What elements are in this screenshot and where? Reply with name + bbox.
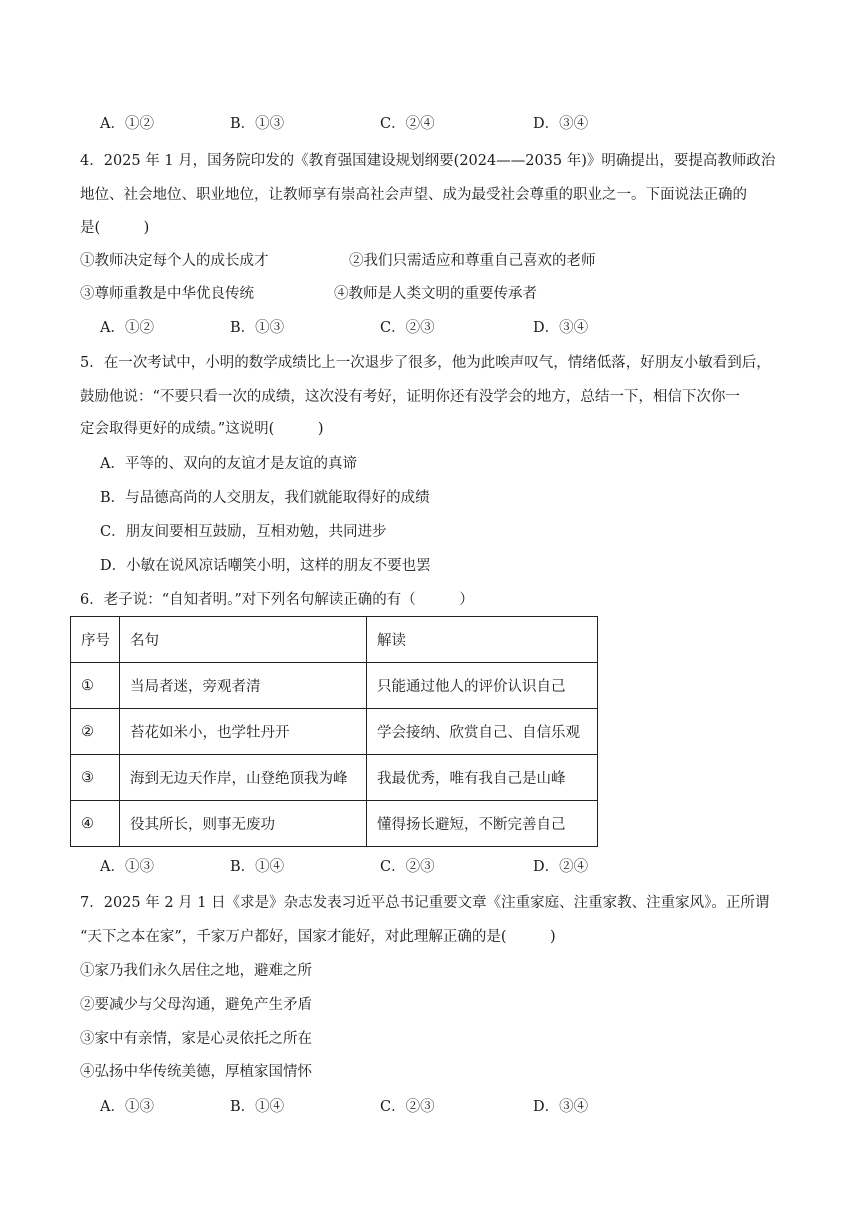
q4-item-2: ②我们只需适应和尊重自己喜欢的老师 [349, 253, 596, 269]
q7-option-c: C．②③ [380, 1099, 435, 1115]
q4-option-a: A．①② [100, 320, 154, 336]
q3-options [100, 114, 800, 134]
table-cell: 当局者迷，旁观者清 [120, 663, 367, 709]
table-row [71, 755, 598, 801]
q4-item-1: ①教师决定每个人的成长成才 [80, 253, 269, 269]
q6-option-d: D．②④ [533, 859, 589, 875]
table-header-cell: 解读 [367, 617, 598, 663]
table-cell: 苔花如米小，也学牡丹开 [120, 709, 367, 755]
q4-option-b: B．①③ [230, 320, 285, 336]
table-cell: 懂得扬长避短，不断完善自己 [367, 801, 598, 847]
q4-item-4: ④教师是人类文明的重要传承者 [334, 286, 537, 302]
q5-stem-line-3: 定会取得更好的成绩。”这说明( ) [80, 421, 324, 437]
q6-table [70, 616, 598, 847]
q5-stem-line-1: 5．在一次考试中，小明的数学成绩比上一次退步了很多，他为此唉声叹气，情绪低落，好朋友小敏看到后， [80, 355, 771, 371]
q3-option-a: A．①② [100, 116, 154, 132]
table-cell: ① [71, 663, 120, 709]
q4-options [100, 318, 800, 338]
q4-stem-line-2: 地位、社会地位、职业地位，让教师享有崇高社会声望、成为最受社会尊重的职业之一。下面说法正确的 [80, 187, 747, 203]
q4-option-c: C．②③ [380, 320, 435, 336]
q7-stem-line-2: “天下之本在家”，千家万户都好，国家才能好，对此理解正确的是( ) [80, 929, 556, 945]
q6-option-a: A．①③ [100, 859, 154, 875]
q5-option-c: C．朋友间要相互鼓励，互相劝勉，共同进步 [100, 524, 387, 540]
table-row [71, 663, 598, 709]
q4-stem-line-3: 是( ) [80, 220, 150, 236]
q5-stem-line-2: 鼓励他说：“不要只看一次的成绩，这次没有考好，证明你还有没学会的地方，总结一下，相信下次你一 [80, 389, 740, 405]
table-header-row [71, 617, 598, 663]
q3-option-c: C．②④ [380, 116, 435, 132]
table-row [71, 709, 598, 755]
q7-option-a: A．①③ [100, 1099, 154, 1115]
q7-stem-line-1: 7．2025 年 2 月 1 日《求是》杂志发表习近平总书记重要文章《注重家庭、注重家教、注重家风》。正所谓 [80, 895, 770, 911]
q3-option-d: D．③④ [533, 116, 589, 132]
table-cell: 学会接纳、欣赏自己、自信乐观 [367, 709, 598, 755]
table-cell: ④ [71, 801, 120, 847]
q6-option-c: C．②③ [380, 859, 435, 875]
q7-item-2: ②要减少与父母沟通，避免产生矛盾 [80, 997, 312, 1013]
table-row [71, 801, 598, 847]
table-cell: 海到无边天作岸，山登绝顶我为峰 [120, 755, 367, 801]
table-cell: 我最优秀，唯有我自己是山峰 [367, 755, 598, 801]
q5-option-d: D．小敏在说风凉话嘲笑小明，这样的朋友不要也罢 [100, 558, 431, 574]
q7-item-3: ③家中有亲情，家是心灵依托之所在 [80, 1031, 312, 1047]
q7-option-d: D．③④ [533, 1099, 589, 1115]
table-cell: 只能通过他人的评价认识自己 [367, 663, 598, 709]
q6-option-b: B．①④ [230, 859, 285, 875]
q5-option-a: A．平等的、双向的友谊才是友谊的真谛 [100, 456, 357, 472]
q4-item-3: ③尊师重教是中华优良传统 [80, 286, 254, 302]
q5-option-b: B．与品德高尚的人交朋友，我们就能取得好的成绩 [100, 490, 430, 506]
q7-item-1: ①家乃我们永久居住之地，避难之所 [80, 963, 312, 979]
table-cell: ③ [71, 755, 120, 801]
q6-options [100, 857, 800, 877]
q4-stem-line-1: 4．2025 年 1 月，国务院印发的《教育强国建设规划纲要(2024——2035 年)》明确提出，要提高教师政治 [80, 153, 776, 169]
q7-options [100, 1097, 800, 1117]
q4-option-d: D．③④ [533, 320, 589, 336]
table-header-cell: 序号 [71, 617, 120, 663]
table-cell: ② [71, 709, 120, 755]
q7-option-b: B．①④ [230, 1099, 285, 1115]
table-cell: 役其所长，则事无废功 [120, 801, 367, 847]
q3-option-b: B．①③ [230, 116, 285, 132]
q6-stem: 6．老子说：“自知者明。”对下列名句解读正确的有（ ） [80, 592, 474, 608]
table-header-cell: 名句 [120, 617, 367, 663]
q7-item-4: ④弘扬中华传统美德，厚植家国情怀 [80, 1064, 312, 1080]
